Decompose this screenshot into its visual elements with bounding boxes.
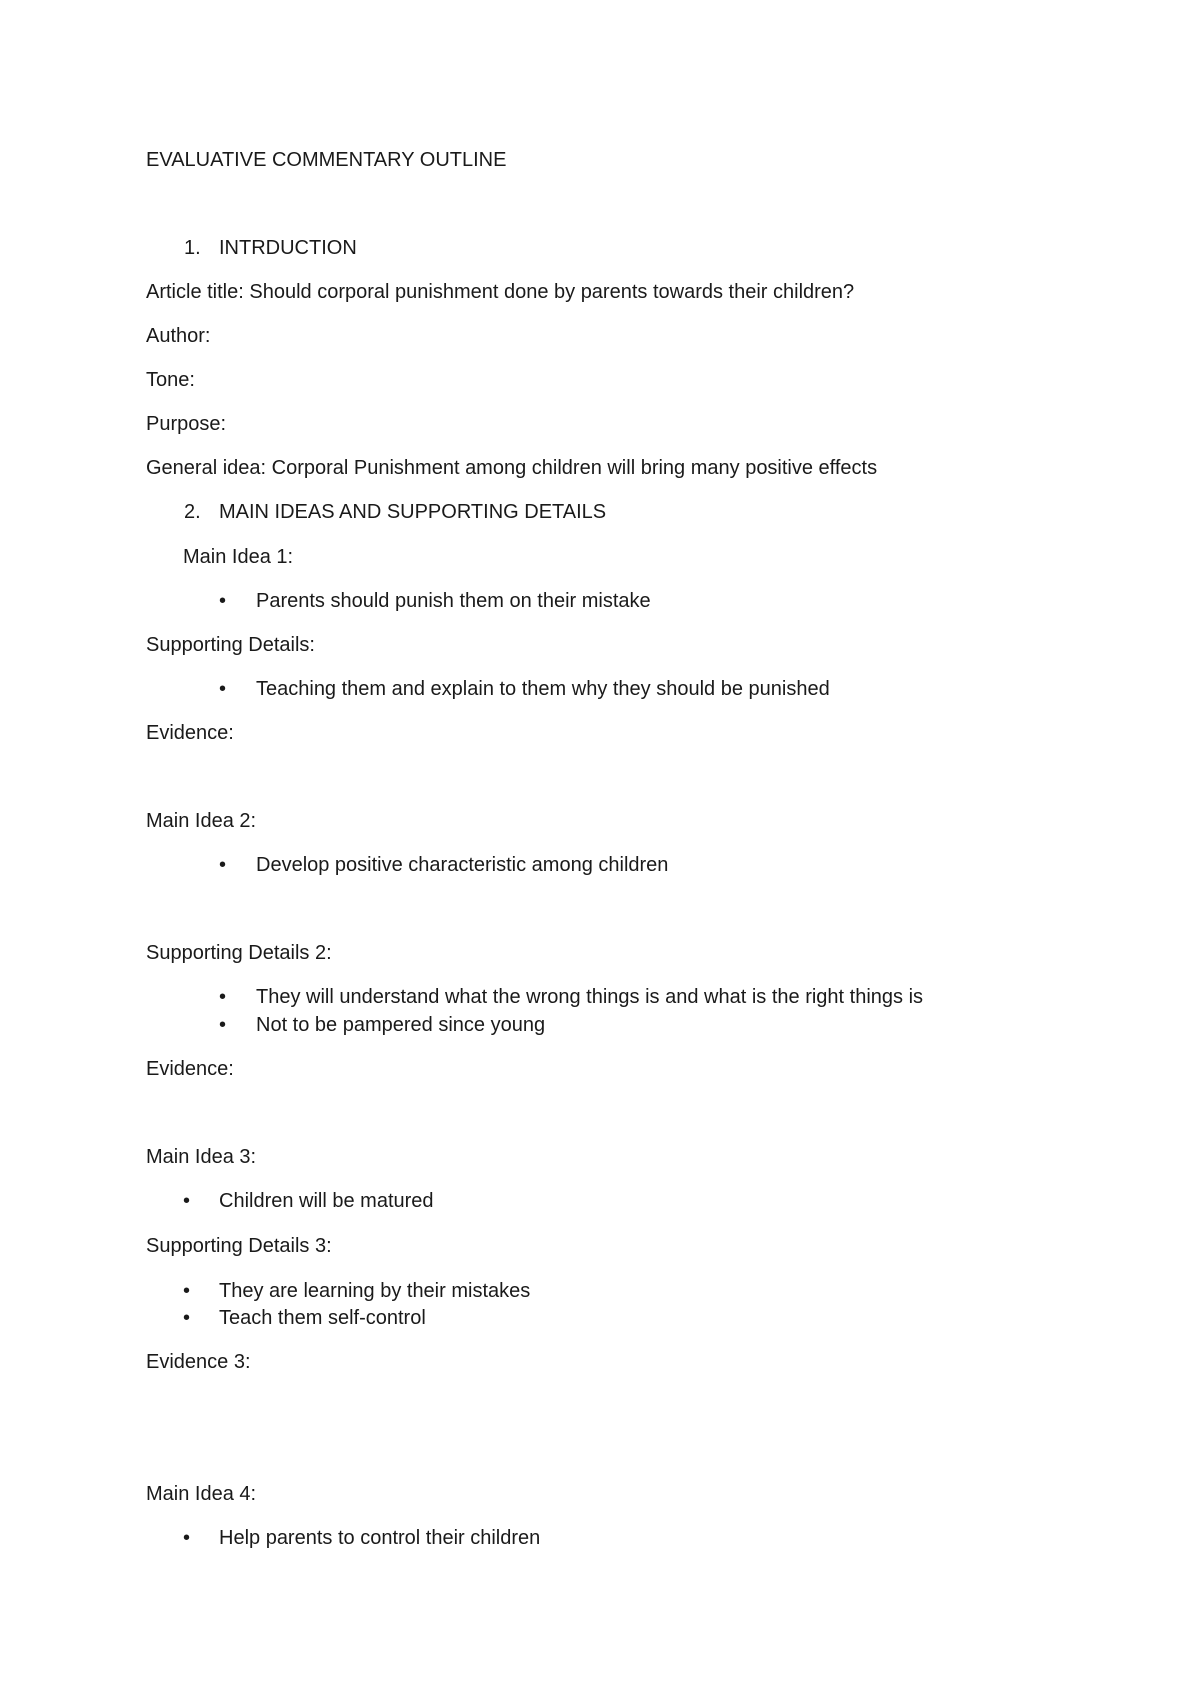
main-idea-label: Main Idea 4: bbox=[146, 1483, 257, 1505]
main-idea-label: Main Idea 3: bbox=[146, 1146, 257, 1168]
bullet-icon: • bbox=[219, 678, 227, 700]
tone-line: Tone: bbox=[146, 369, 195, 391]
purpose-line: Purpose: bbox=[146, 413, 227, 435]
main-idea-label: Main Idea 1: bbox=[183, 546, 294, 568]
evidence-label: Evidence 3: bbox=[146, 1351, 251, 1373]
list-item: They will understand what the wrong things is and what is the right things is bbox=[256, 986, 924, 1008]
bullet-icon: • bbox=[183, 1280, 191, 1302]
evidence-label: Evidence: bbox=[146, 722, 234, 744]
bullet-icon: • bbox=[219, 590, 227, 612]
bullet-icon: • bbox=[183, 1527, 191, 1549]
bullet-icon: • bbox=[219, 1014, 227, 1036]
list-item: Teaching them and explain to them why they should be punished bbox=[256, 678, 830, 700]
list-item: Develop positive characteristic among children bbox=[256, 854, 669, 876]
document-title: EVALUATIVE COMMENTARY OUTLINE bbox=[146, 149, 507, 171]
bullet-icon: • bbox=[219, 854, 227, 876]
bullet-icon: • bbox=[183, 1307, 191, 1329]
general-idea-line: General idea: Corporal Punishment among children will bring many positive effects bbox=[146, 457, 878, 479]
list-item: Not to be pampered since young bbox=[256, 1014, 546, 1036]
list-item: Children will be matured bbox=[219, 1190, 434, 1212]
list-item: They are learning by their mistakes bbox=[219, 1280, 531, 1302]
bullet-icon: • bbox=[219, 986, 227, 1008]
article-title-line: Article title: Should corporal punishment done by parents towards their children? bbox=[146, 281, 855, 303]
section-number: 2. bbox=[184, 501, 201, 523]
section-number: 1. bbox=[184, 237, 201, 259]
supporting-details-label: Supporting Details: bbox=[146, 634, 315, 656]
supporting-details-label: Supporting Details 3: bbox=[146, 1235, 332, 1257]
main-idea-label: Main Idea 2: bbox=[146, 810, 257, 832]
list-item: Parents should punish them on their mistake bbox=[256, 590, 651, 612]
author-line: Author: bbox=[146, 325, 211, 347]
section-heading-introduction: INTRDUCTION bbox=[219, 237, 357, 259]
evidence-label: Evidence: bbox=[146, 1058, 234, 1080]
bullet-icon: • bbox=[183, 1190, 191, 1212]
section-heading-main-ideas: MAIN IDEAS AND SUPPORTING DETAILS bbox=[219, 501, 607, 523]
list-item: Help parents to control their children bbox=[219, 1527, 541, 1549]
supporting-details-label: Supporting Details 2: bbox=[146, 942, 332, 964]
list-item: Teach them self-control bbox=[219, 1307, 426, 1329]
